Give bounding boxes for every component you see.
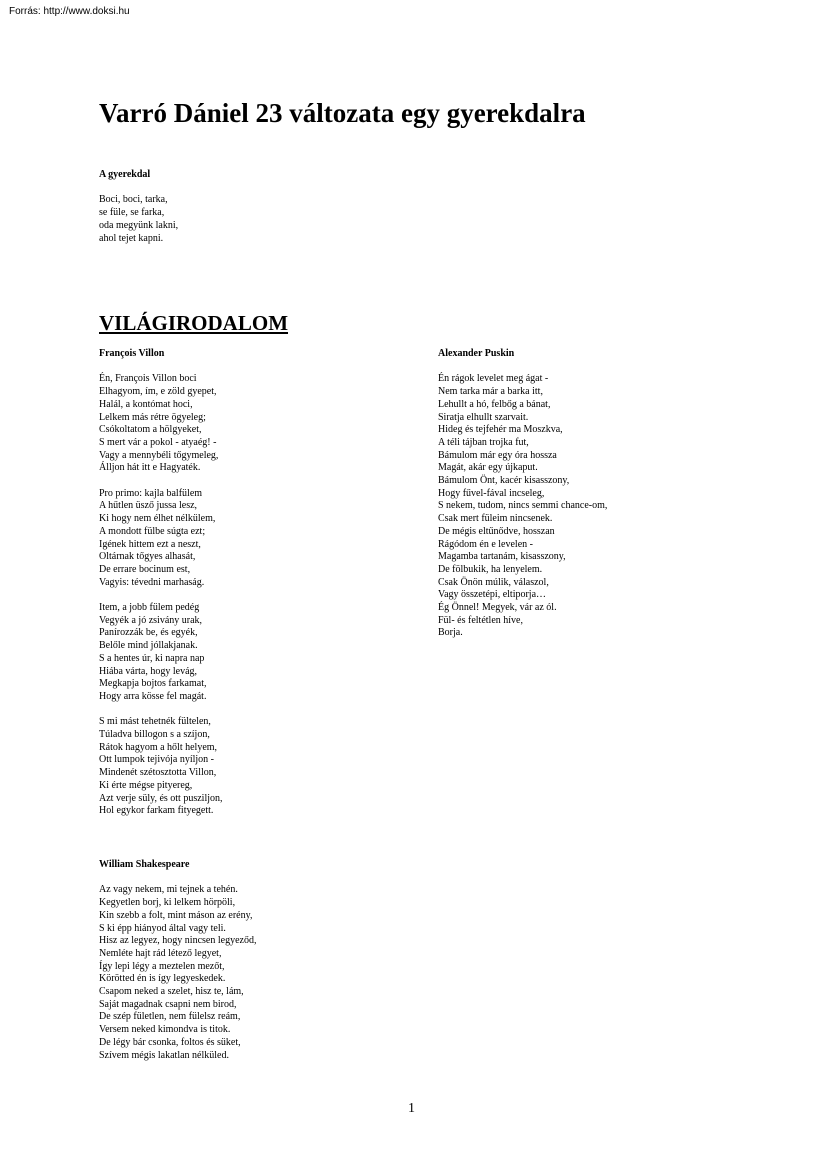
verse-line: Fül- és feltétlen híve,	[438, 614, 523, 626]
verse-line: Lehullt a hó, felbőg a bánat,	[438, 398, 551, 410]
verse-line: Hogy fűvel-fával incseleg,	[438, 487, 545, 499]
verse-line: Én rágok levelet meg ágat -	[438, 373, 549, 385]
verse-line: S a hentes úr, ki napra nap	[99, 652, 205, 664]
verse-line: Hideg és tejfehér ma Moszkva,	[438, 424, 563, 436]
source-note: Forrás: http://www.doksi.hu	[9, 6, 130, 17]
verse-line: Rátok hagyom a hőlt helyem,	[99, 741, 218, 753]
verse-line: Körötted én is így legyeskedek.	[99, 973, 226, 985]
verse-line: De mégis eltűnődve, hosszan	[438, 525, 555, 537]
verse-line: De fölbukik, ha lenyelem.	[438, 563, 543, 575]
verse-line: S mi mást tehetnék fültelen,	[99, 716, 211, 728]
verse-line: Bámulom Önt, kacér kisasszony,	[438, 475, 570, 487]
verse-line: Saját magadnak csapni nem birod,	[99, 998, 237, 1010]
verse-line: Csak Önön múlik, válaszol,	[438, 576, 549, 588]
verse-line: se füle, se farka,	[99, 207, 165, 219]
verse-line: A téli tájban trojka fut,	[438, 436, 529, 448]
verse-line: Bámulom már egy óra hossza	[438, 449, 557, 461]
poem-villon	[99, 348, 223, 818]
stanza	[99, 488, 223, 590]
verse-line: Boci, boci, tarka,	[99, 194, 168, 206]
verse-line: Hisz az legyez, hogy nincsen legyeződ,	[99, 935, 257, 947]
verse-line: Lelkem más rétre ögyeleg;	[99, 411, 206, 423]
verse-line: Én, François Villon boci	[99, 373, 197, 385]
verse-line: Túladva billogon s a szíjon,	[99, 729, 210, 741]
stanza	[99, 373, 223, 475]
verse-line: Ki érte mégse pityereg,	[99, 779, 193, 791]
verse-line: Ki hogy nem élhet nélkülem,	[99, 513, 216, 525]
verse-line: Álljon hát itt e Hagyaték.	[99, 462, 201, 474]
section-title: VILÁGIRODALOM	[99, 311, 289, 335]
verse-line: S nekem, tudom, nincs semmi chance-om,	[438, 500, 608, 512]
verse-line: Így lepi légy a meztelen mezőt,	[99, 960, 225, 972]
verse-line: Azt verje süly, és ott pusziljon,	[99, 792, 223, 804]
verse-line: Magát, akár egy újkaput.	[438, 462, 538, 474]
verse-line: Panírozzák be, és egyék,	[99, 627, 198, 639]
intro-heading: A gyerekdal	[99, 169, 151, 180]
verse-line: A mondott fülbe súgta ezt;	[99, 525, 206, 537]
document-title: Varró Dániel 23 változata egy gyerekdalra	[99, 98, 586, 128]
intro-block	[99, 169, 178, 245]
verse-line: De errare bocinum est,	[99, 563, 191, 575]
stanza	[99, 602, 223, 704]
poem-puskin	[438, 348, 607, 640]
verse-line: Nemléte hajt rád létező legyet,	[99, 947, 222, 959]
verse-line: S mert vár a pokol - atyaég! -	[99, 436, 217, 448]
verse-line: Siratja elhullt szarvait.	[438, 411, 529, 423]
verse-line: Belőle mind jóllakjanak.	[99, 640, 198, 652]
poem-author: François Villon	[99, 348, 165, 359]
poem-shakespeare	[99, 859, 256, 1062]
verse-line: Borja.	[438, 627, 463, 639]
verse-line: Vagyis: tévedni marhaság.	[99, 576, 205, 588]
verse-line: Vegyék a jó zsivány urak,	[99, 614, 203, 626]
stanza	[438, 373, 607, 640]
verse-line: Mindenét szétosztotta Villon,	[99, 767, 217, 779]
verse-line: De légy bár csonka, foltos és süket,	[99, 1036, 241, 1048]
stanza	[99, 884, 256, 1062]
verse-line: Oltárnak tőgyes alhasát,	[99, 551, 196, 563]
verse-line: Magamba tartanám, kisasszony,	[438, 551, 566, 563]
poem-author: Alexander Puskin	[438, 348, 515, 359]
verse-line: Vagy összetépi, eltiporja…	[438, 589, 547, 601]
verse-line: Igének hittem ezt a neszt,	[99, 538, 201, 550]
verse-line: Kegyetlen borj, ki lelkem hörpöli,	[99, 897, 236, 909]
verse-line: Pro primo: kajla balfülem	[99, 487, 203, 499]
verse-line: Csókoltatom a hölgyeket,	[99, 424, 202, 436]
verse-line: Vagy a mennybéli tőgymeleg,	[99, 449, 219, 461]
verse-line: Hiába várta, hogy levág,	[99, 665, 198, 677]
page-number: 1	[408, 1101, 415, 1116]
verse-line: Ott lumpok tejivója nyíljon -	[99, 754, 214, 766]
verse-line: Az vagy nekem, mi tejnek a tehén.	[99, 884, 238, 896]
poem-author: William Shakespeare	[99, 859, 190, 870]
verse-line: Szívem mégis lakatlan nélküled.	[99, 1049, 229, 1061]
verse-line: De szép fületlen, nem fülelsz reám,	[99, 1011, 241, 1023]
verse-line: Hogy arra kösse fel magát.	[99, 690, 207, 702]
verse-line: Megkapja bojtos farkamat,	[99, 678, 207, 690]
verse-line: Ég Önnel! Megyek, vár az ól.	[438, 602, 557, 614]
verse-line: Rágódom én e levelen -	[438, 538, 533, 550]
intro-stanza	[99, 194, 178, 245]
verse-line: S ki épp hiányod által vagy teli.	[99, 922, 226, 934]
verse-line: A hűtlen üsző jussa lesz,	[99, 500, 198, 512]
verse-line: oda megyünk lakni,	[99, 219, 179, 231]
verse-line: Elhagyom, ím, e zöld gyepet,	[99, 386, 217, 398]
verse-line: Nem tarka már a barka itt,	[438, 386, 543, 398]
verse-line: Csapom neked a szelet, hisz te, lám,	[99, 986, 244, 998]
stanza	[99, 716, 223, 818]
verse-line: Csak mert füleim nincsenek.	[438, 513, 553, 525]
verse-line: Versem neked kimondva is titok.	[99, 1024, 231, 1036]
verse-line: Halál, a kontómat hoci,	[99, 398, 193, 410]
verse-line: Item, a jobb fülem pedég	[99, 602, 200, 614]
verse-line: ahol tejet kapni.	[99, 232, 164, 244]
verse-line: Kin szebb a folt, mint máson az erény,	[99, 909, 253, 921]
verse-line: Hol egykor farkam fityegett.	[99, 805, 214, 817]
